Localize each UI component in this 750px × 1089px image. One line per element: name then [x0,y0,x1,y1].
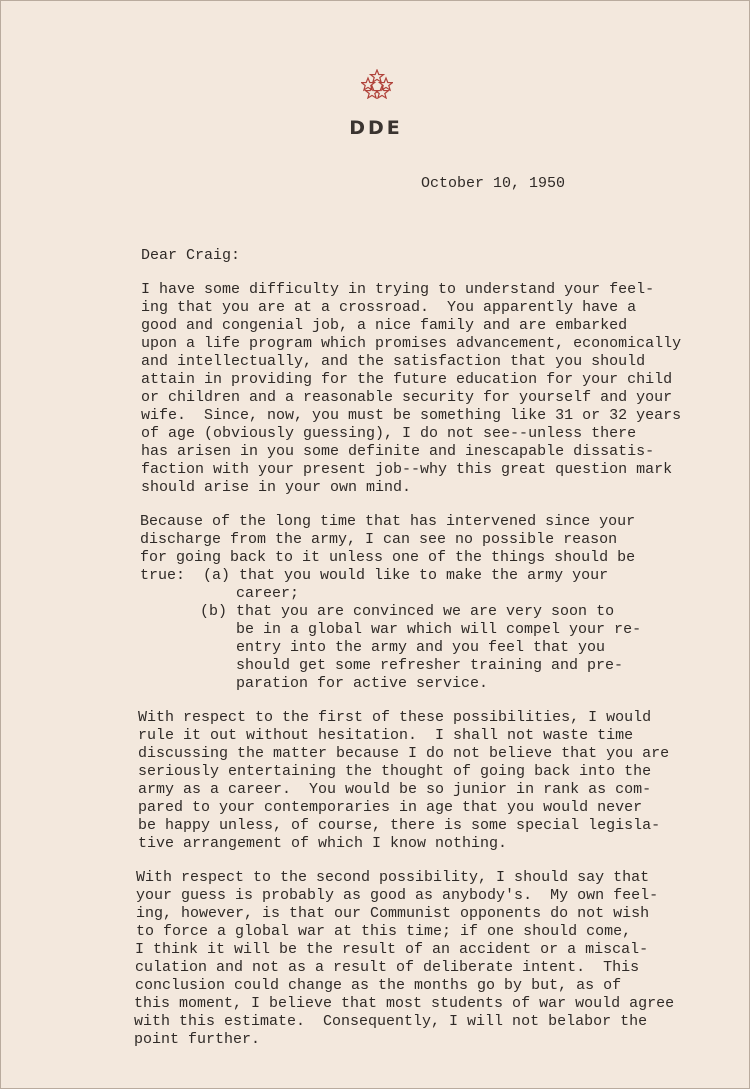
body-line: good and congenial job, a nice family and are embarked [141,317,628,334]
body-line: or children and a reasonable security for yourself and your [141,389,673,406]
body-line: (b) that you are convinced we are very soon to [200,603,615,620]
body-line: has arisen in you some definite and inescapable dissatis- [141,443,655,460]
body-line: to force a global war at this time; if one should come, [136,923,632,940]
body-line: army as a career. You would be so junior in rank as com- [138,781,652,798]
body-line: true: (a) that you would like to make the army your [140,567,609,584]
body-line: I have some difficulty in trying to understand your feel- [141,281,655,298]
body-line: ing that you are at a crossroad. You apparently have a [141,299,637,316]
body-line: pared to your contemporaries in age that you would never [138,799,643,816]
body-line: paration for active service. [236,675,489,692]
body-line: entry into the army and you feel that you [236,639,606,656]
body-line: for going back to it unless one of the things should be [140,549,636,566]
body-line: wife. Since, now, you must be something like 31 or 32 years [141,407,682,424]
body-line: ing, however, is that our Communist opponents do not wish [136,905,650,922]
body-line: should get some refresher training and pre- [236,657,624,674]
salutation: Dear Craig: [141,247,241,264]
body-line: upon a life program which promises advancement, economically [141,335,682,352]
body-line: with this estimate. Consequently, I will not belabor the [134,1013,648,1030]
five-star-emblem-icon [361,69,393,99]
body-line: your guess is probably as good as anybody's. My own feel- [136,887,659,904]
body-line: point further. [134,1031,261,1048]
body-line: of age (obviously guessing), I do not see--unless there [141,425,637,442]
letterhead-monogram: DDE [349,117,403,139]
body-line: discharge from the army, I can see no possible reason [140,531,618,548]
body-line: faction with your present job--why this great question mark [141,461,673,478]
body-line: discussing the matter because I do not believe that you are [138,745,670,762]
body-line: With respect to the first of these possibilities, I would [138,709,652,726]
body-line: and intellectually, and the satisfaction that you should [141,353,646,370]
letter-date: October 10, 1950 [421,175,566,192]
body-line: attain in providing for the future education for your child [141,371,673,388]
body-line: I think it will be the result of an accident or a miscal- [135,941,649,958]
body-line: culation and not as a result of deliberate intent. This [135,959,640,976]
body-line: seriously entertaining the thought of going back into the [138,763,652,780]
body-line: this moment, I believe that most students of war would agree [134,995,675,1012]
body-line: should arise in your own mind. [141,479,412,496]
body-line: be in a global war which will compel your re- [236,621,642,638]
body-line: tive arrangement of which I know nothing. [138,835,508,852]
body-line: rule it out without hesitation. I shall not waste time [138,727,634,744]
body-line: Because of the long time that has intervened since your [140,513,636,530]
body-line: be happy unless, of course, there is some special legisla- [138,817,661,834]
body-line: career; [236,585,300,602]
body-line: conclusion could change as the months go by but, as of [135,977,622,994]
body-line: With respect to the second possibility, I should say that [136,869,650,886]
